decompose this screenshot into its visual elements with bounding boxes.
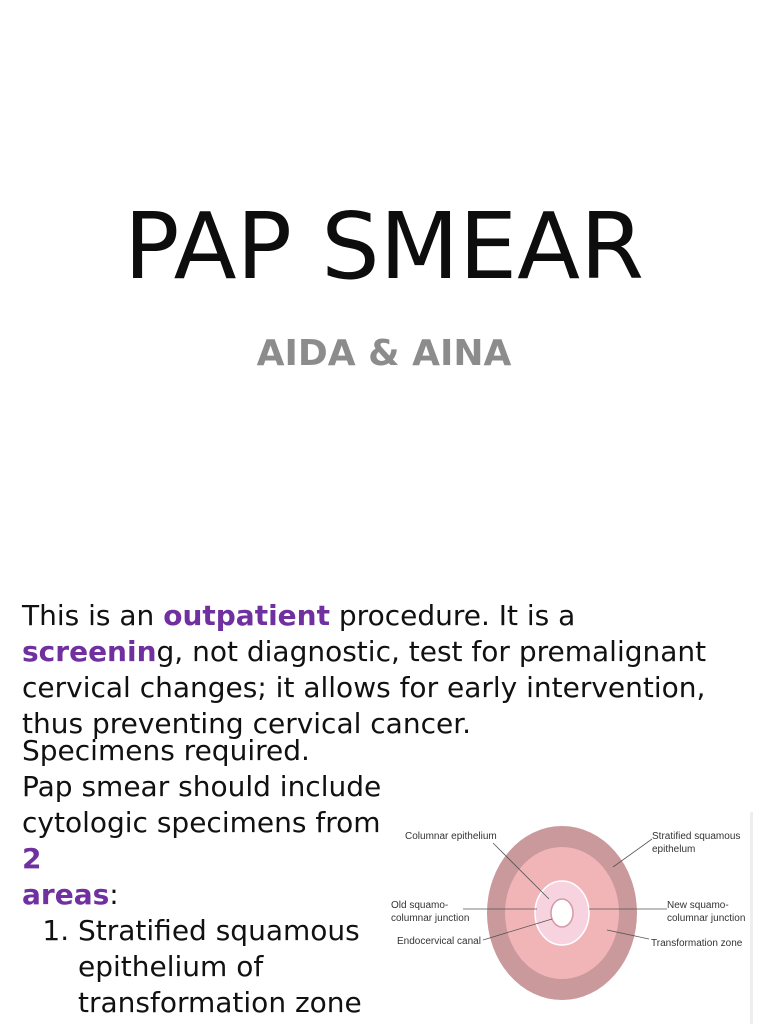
highlight-two: 2 [22,842,42,875]
label-stratified-squamous-line2: epithelum [652,844,696,855]
highlight-outpatient: outpatient [163,599,330,632]
label-stratified-squamous-line1: Stratified squamous [652,831,741,842]
canal-shape [551,899,573,927]
specimens-text-2: : [109,878,119,911]
intro-text-3: g, not diagnostic, test for premalignant cervical changes; it allows for early intervention, thus preventing cervical cancer. [22,635,707,740]
label-old-junction-line2: columnar junction [391,913,470,924]
label-transformation-zone: Transformation zone [651,938,743,949]
highlight-screening: screenin [22,635,157,668]
label-old-junction-line1: Old squamo- [391,900,449,911]
specimens-body [22,769,392,913]
specimen-list [22,913,392,1021]
slide-subtitle: AIDA & AINA [256,333,512,374]
label-endocervical-canal: Endocervical canal [397,936,481,947]
slide-title: PAP SMEAR [123,193,644,300]
specimen-list-item: 1. Stratified squamous epithelium of transformation zone [78,913,392,1021]
label-new-junction-line2: columnar junction [667,913,746,924]
intro-paragraph [22,598,722,742]
intro-text-1: This is an [22,599,164,632]
label-new-junction-line1: New squamo- [667,900,729,911]
intro-text-2: procedure. It is a [330,599,576,632]
diagram-edge-line [750,812,753,1024]
label-columnar-epithelium: Columnar epithelium [405,831,497,842]
cervix-diagram [385,812,768,1024]
specimens-text-1: Pap smear should include cytologic specimens from [22,770,382,839]
specimens-section [22,733,392,1021]
specimens-heading: Specimens required. [22,734,310,767]
highlight-areas: areas [22,878,110,911]
